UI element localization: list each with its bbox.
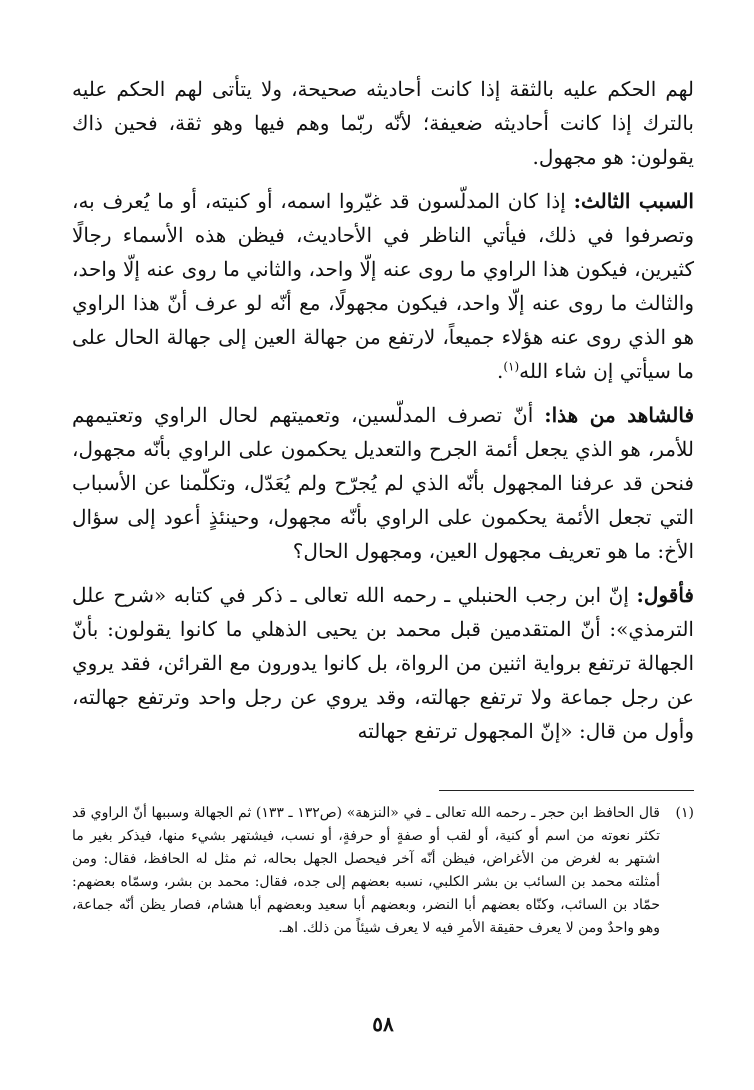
paragraph-2: السبب الثالث: إذا كان المدلّسون قد غيّروا اسمه، أو كنيته، أو ما يُعرف به، وتصرفوا في ذلك، فيأتي الناظر في الأحاديث، فيظن هذه الأسماء رجالًا كثيرين، فيكون هذا الراوي ما روى عنه إلّا واحد، والثاني ما روى عنه إلّا واحد، والثالث ما روى عنه إلّا واحد، فيكون مجهولًا، مع أنّه لو عرف أنّ هذا الراوي هو الذي روى عنه هؤلاء جميعاً، لارتفع من جهالة العين إلى جهالة الحال على ما سيأتي إن شاء الله$^{(١)}$. (72, 189, 694, 383)
paragraph-3-text: أنّ تصرف المدلّسين، وتعميتهم لحال الراوي وتعتيمهم للأمر، هو الذي يجعل أئمة الجرح والتعديل يحكمون على الراوي بأنّه مجهول، فنحن قد عرفنا المجهول بأنّه الذي لم يُجرّح ولم يُعَدّل، وتكلّمنا عن الأسباب التي تجعل الأئمة يحكمون على الراوي بأنّه مجهول، وحينئذٍ أعود إلى سؤال الأخ: ما هو تعريف مجهول العين، ومجهول الحال؟ (72, 403, 694, 563)
footnote-reference: (١) (503, 359, 520, 374)
paragraph-4-lead: فأقول: (636, 583, 694, 607)
footnote-divider (439, 790, 694, 791)
paragraph-1 (72, 72, 694, 174)
page-number: ٥٨ (372, 1012, 394, 1036)
footnote-number: (١) (675, 805, 694, 821)
document-page (72, 72, 694, 1090)
paragraph-1-text: لهم الحكم عليه بالثقة إذا كانت أحاديثه صحيحة، ولا يتأتى لهم الحكم عليه بالترك إذا كانت أحاديثه ضعيفة؛ لأنّه ربّما وهم فيها وهو ثقة، فحين ذاك يقولون: هو مجهول. (72, 77, 694, 169)
paragraph-4-text: إنّ ابن رجب الحنبلي ـ رحمه الله تعالى ـ ذكر في كتابه «شرح علل الترمذي»: أنّ المتقدمين قبل محمد بن يحيى الذهلي ما كانوا يقولون: بأنّ الجهالة ترتفع برواية اثنين من الرواة، بل كانوا يدورون مع القرائن، فقد يروي عن رجل جماعة ولا ترتفع جهالته، وقد يروي عن رجل واحد وترتفع جهالته، وأول من قال: «إنّ المجهول ترتفع جهالته (72, 583, 694, 743)
main-text (72, 72, 694, 748)
paragraph-2-lead: السبب الثالث: (573, 189, 694, 213)
paragraph-2-text: إذا كان المدلّسون قد غيّروا اسمه، أو كنيته، أو ما يُعرف به، وتصرفوا في ذلك، فيأتي الناظر في الأحاديث، فيظن هذه الأسماء رجالًا كثيرين، فيكون هذا الراوي ما روى عنه إلّا واحد، والثاني ما روى عنه إلّا واحد، والثالث ما روى عنه إلّا واحد، فيكون مجهولًا، مع أنّه لو عرف أنّ هذا الراوي هو الذي روى عنه هؤلاء جميعاً، لارتفع من جهالة العين إلى جهالة الحال على ما سيأتي إن شاء الله (72, 189, 694, 383)
paragraph-3-lead: فالشاهد من هذا: (544, 403, 695, 427)
footnote-text: قال الحافظ ابن حجر ـ رحمه الله تعالى ـ في «النزهة» (ص١٣٢ ـ ١٣٣) ثم الجهالة وسببها أنّ الراوي قد تكثر نعوته من اسم أو كنية، أو لقب أو صفةٍ أو حرفةٍ، أو نسب، فيشتهر بشيء منها، فيذكر بغير ما اشتهر به لغرض من الأغراض، فيظن أنّه آخر فيحصل الجهل بحاله، ثم مثل له الحافظ، فقال: ومن أمثلته محمد بن السائب بن بشر الكلبي، نسبه بعضهم إلى جده، فقال: محمد بن بشر، وسمّاه بعضهم: حمّاد بن السائب، وكنّاه بعضهم أبا النضر، وبعضهم أبا سعيد وبعضهم أبا هشام، فصار يظن أنّه جماعة، وهو واحدٌ ومن لا يعرف حقيقة الأمرِ فيه لا يعرف شيئاً من ذلك. اهـ. (72, 805, 660, 936)
paragraph-3 (72, 398, 694, 568)
paragraph-4 (72, 578, 694, 748)
footnote (72, 802, 694, 940)
